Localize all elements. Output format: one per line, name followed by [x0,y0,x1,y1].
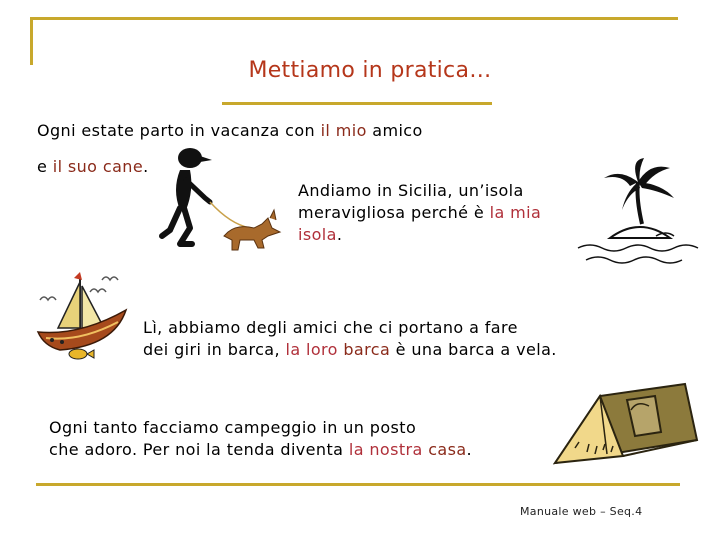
highlight-possessive: la mia [489,203,542,222]
text-line [298,202,541,224]
frame-top-rule [30,17,678,20]
text-segment: e [37,157,53,176]
text-block-sicily [298,180,541,246]
text-segment: è una barca a vela. [390,340,557,359]
text-segment: . [336,225,343,244]
title-underline-rule [222,102,492,105]
bottom-rule [36,483,680,486]
tent-icon [545,378,705,473]
text-segment: che adoro. Per noi la tenda diventa [49,440,349,459]
island-palm-icon [570,158,710,273]
highlight-possessive: il mio [320,121,367,140]
man-walking-dog-icon [150,140,290,255]
text-line [49,439,472,461]
footer-label: Manuale web – Seq.4 [520,505,643,518]
text-segment: . [143,157,149,176]
text-segment: meravigliosa perché è [298,203,490,222]
page-title: Mettiamo in pratica… [248,58,492,83]
text-line: Lì, abbiamo degli amici che ci portano a fare [143,318,518,337]
highlight-possessive: la loro [285,340,338,359]
text-line [143,339,557,361]
highlight-noun: barca [343,340,391,359]
highlight-noun: casa [428,440,467,459]
text-line: Andiamo in Sicilia, un’isola [298,181,524,200]
text-line-vacation [37,120,423,142]
text-segment: . [466,440,473,459]
text-line-dog [37,156,149,178]
text-block-boat [143,317,557,361]
highlight-possessive: la nostra [348,440,423,459]
text-segment: amico [366,121,423,140]
text-segment: Ogni estate parto in vacanza con [37,121,321,140]
frame-left-rule [30,17,33,65]
sailboat-icon [30,270,135,370]
highlight-possessive: il suo [52,157,98,176]
text-line [298,224,541,246]
highlight-noun: isola [298,225,337,244]
text-block-tent [49,417,472,461]
text-segment: dei giri in barca, [143,340,286,359]
highlight-noun: cane [102,157,144,176]
text-line: Ogni tanto facciamo campeggio in un posto [49,418,417,437]
